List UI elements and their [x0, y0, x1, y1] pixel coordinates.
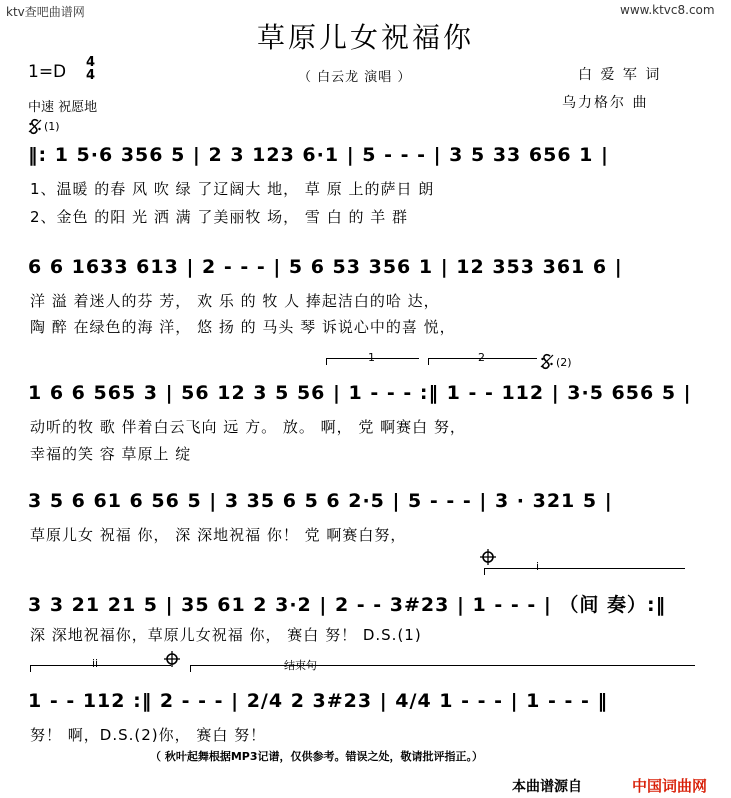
lyrics-row-6-verse-1: 努！ 啊，D.S.(2)你， 赛白 努！: [30, 726, 267, 744]
coda-label: 结束句: [284, 659, 317, 672]
melody-row-2: 6 6 1633 613 | 2 - - - | 5 6 53 356 1 | 12 353 361 6 |: [28, 256, 623, 278]
coda-icon: [480, 549, 496, 565]
time-signature-num: 4: [86, 55, 96, 70]
lyrics-row-5-verse-1: 深 深地祝福你，草原儿女祝福 你， 赛白 努！ D.S.(1): [30, 626, 422, 644]
lyrics-row-3-verse-1: 动听的牧 歌 伴着白云飞向 远 方。 放。 啊， 党 啊赛白 努，: [30, 418, 466, 436]
melody-row-6: 1 - - 112 :‖ 2 - - - | 2/4 2 3#23 | 4/4 1 - - - | 1 - - - ‖: [28, 690, 609, 712]
segno-icon: [28, 118, 42, 134]
lyrics-row-2-verse-1: 洋 溢 着迷人的芬 芳， 欢 乐 的 牧 人 捧起洁白的哈 达，: [30, 292, 440, 310]
melody-row-1: ‖: 1 5·6 356 5 | 2 3 123 6·1 | 5 - - - | 3 5 33 656 1 |: [28, 144, 609, 166]
lyrics-row-2-verse-2: 陶 醉 在绿色的海 洋， 悠 扬 的 马头 琴 诉说心中的喜 悦，: [30, 318, 456, 336]
segno-2-label: (2): [556, 356, 572, 369]
source-site: 中国词曲网: [632, 777, 708, 795]
lyrics-row-1-verse-1: 1、温暖 的春 风 吹 绿 了辽阔大 地， 草 原 上的萨日 朗: [30, 180, 435, 198]
ending-i-label: i: [536, 560, 540, 573]
composer-credit: 乌力格尔 曲: [562, 95, 649, 111]
key-signature: 1=D: [28, 62, 67, 82]
ending-ii-label: ii: [92, 657, 99, 670]
time-signature-den: 4: [86, 68, 96, 83]
watermark-right: www.ktvc8.com: [620, 3, 715, 17]
lyrics-row-1-verse-2: 2、金色 的阳 光 洒 满 了美丽牧 场， 雪 白 的 羊 群: [30, 208, 408, 226]
segno-icon: [540, 353, 554, 369]
performer-credit: （ 白云龙 演唱 ）: [298, 70, 412, 85]
ending-2-label: 2: [478, 351, 485, 364]
tempo-marking: 中速 祝愿地: [28, 100, 98, 115]
ending-ii-bracket: [30, 665, 171, 672]
lyricist-credit: 白 爱 军 词: [578, 67, 662, 83]
lyrics-row-4-verse-1: 草原儿女 祝福 你， 深 深地祝福 你！ 党 啊赛白努，: [30, 526, 407, 544]
transcription-note: （ 秋叶起舞根据MP3记谱，仅供参考。错误之处，敬请批评指正。）: [150, 750, 483, 763]
coda-bracket: [190, 665, 695, 672]
melody-row-3: 1 6 6 565 3 | 56 12 3 5 56 | 1 - - - :‖ 1 - - 112 | 3·5 656 5 |: [28, 382, 692, 404]
segno-1-label: (1): [44, 120, 60, 133]
time-signature: [86, 56, 95, 82]
watermark-left: ktv查吧曲谱网: [6, 5, 85, 19]
ending-1-label: 1: [368, 351, 375, 364]
melody-row-4: 3 5 6 61 6 56 5 | 3 35 6 5 6 2·5 | 5 - - - | 3 · 321 5 |: [28, 490, 613, 512]
song-title: 草原儿女祝福你: [256, 21, 474, 54]
source-label: 本曲谱源自: [512, 779, 582, 795]
lyrics-row-3-verse-2: 幸福的笑 容 草原上 绽: [30, 445, 192, 463]
coda-icon: [164, 651, 180, 667]
melody-row-5: 3 3 21 21 5 | 35 61 2 3·2 | 2 - - 3#23 | 1 - - - | （间 奏）:‖: [28, 594, 667, 616]
ending-i-bracket: [484, 568, 685, 575]
